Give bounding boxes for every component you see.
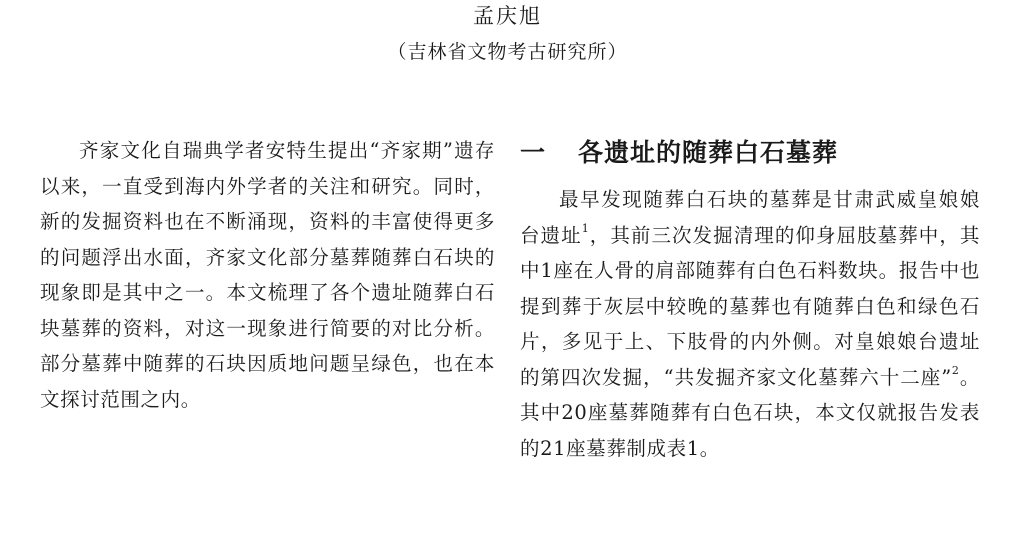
section-title: 各遗址的随葬白石墓葬 (578, 138, 839, 167)
right-column (520, 132, 980, 466)
left-column (40, 133, 495, 417)
paragraph-text-part3: 。其中20座墓葬随葬有白色石块，本文仅就报告发表的21座墓葬制成表1。 (520, 365, 980, 460)
section-paragraph (520, 182, 980, 466)
paragraph-text-part2: ，其前三次发掘清理的仰身屈肢墓葬中，其中1座在人骨的肩部随葬有白色石料数块。报告中也提到葬于灰层中较晚的墓葬也有随葬白色和绿色石片，多见于上、下肢骨的内外侧。对皇娘娘台遗址的第四次发掘，“共发掘齐家文化墓葬六十二座” (520, 223, 980, 389)
author-affiliation: （吉林省文物考古研究所） (387, 41, 628, 63)
section-heading (520, 132, 980, 174)
author-name: 孟庆旭 (473, 4, 542, 28)
intro-paragraph: 齐家文化自瑞典学者安特生提出“齐家期”遗存以来，一直受到海内外学者的关注和研究。同时，新的发掘资料也在不断涌现，资料的丰富使得更多的问题浮出水面，齐家文化部分墓葬随葬白石块的现象即是其中之一。本文梳理了各个遗址随葬白石块墓葬的资料，对这一现象进行简要的对比分析。部分墓葬中随葬的石块因质地问题呈绿色，也在本文探讨范围之内。 (40, 139, 495, 411)
paragraph-text-part1: 最早发现随葬白石块的墓葬是甘肃武威皇娘娘台遗址 (520, 188, 980, 247)
section-number: 一 (520, 138, 547, 167)
footnote-ref-2[interactable]: 2 (951, 364, 960, 377)
footnote-ref-1[interactable]: 1 (581, 222, 590, 235)
